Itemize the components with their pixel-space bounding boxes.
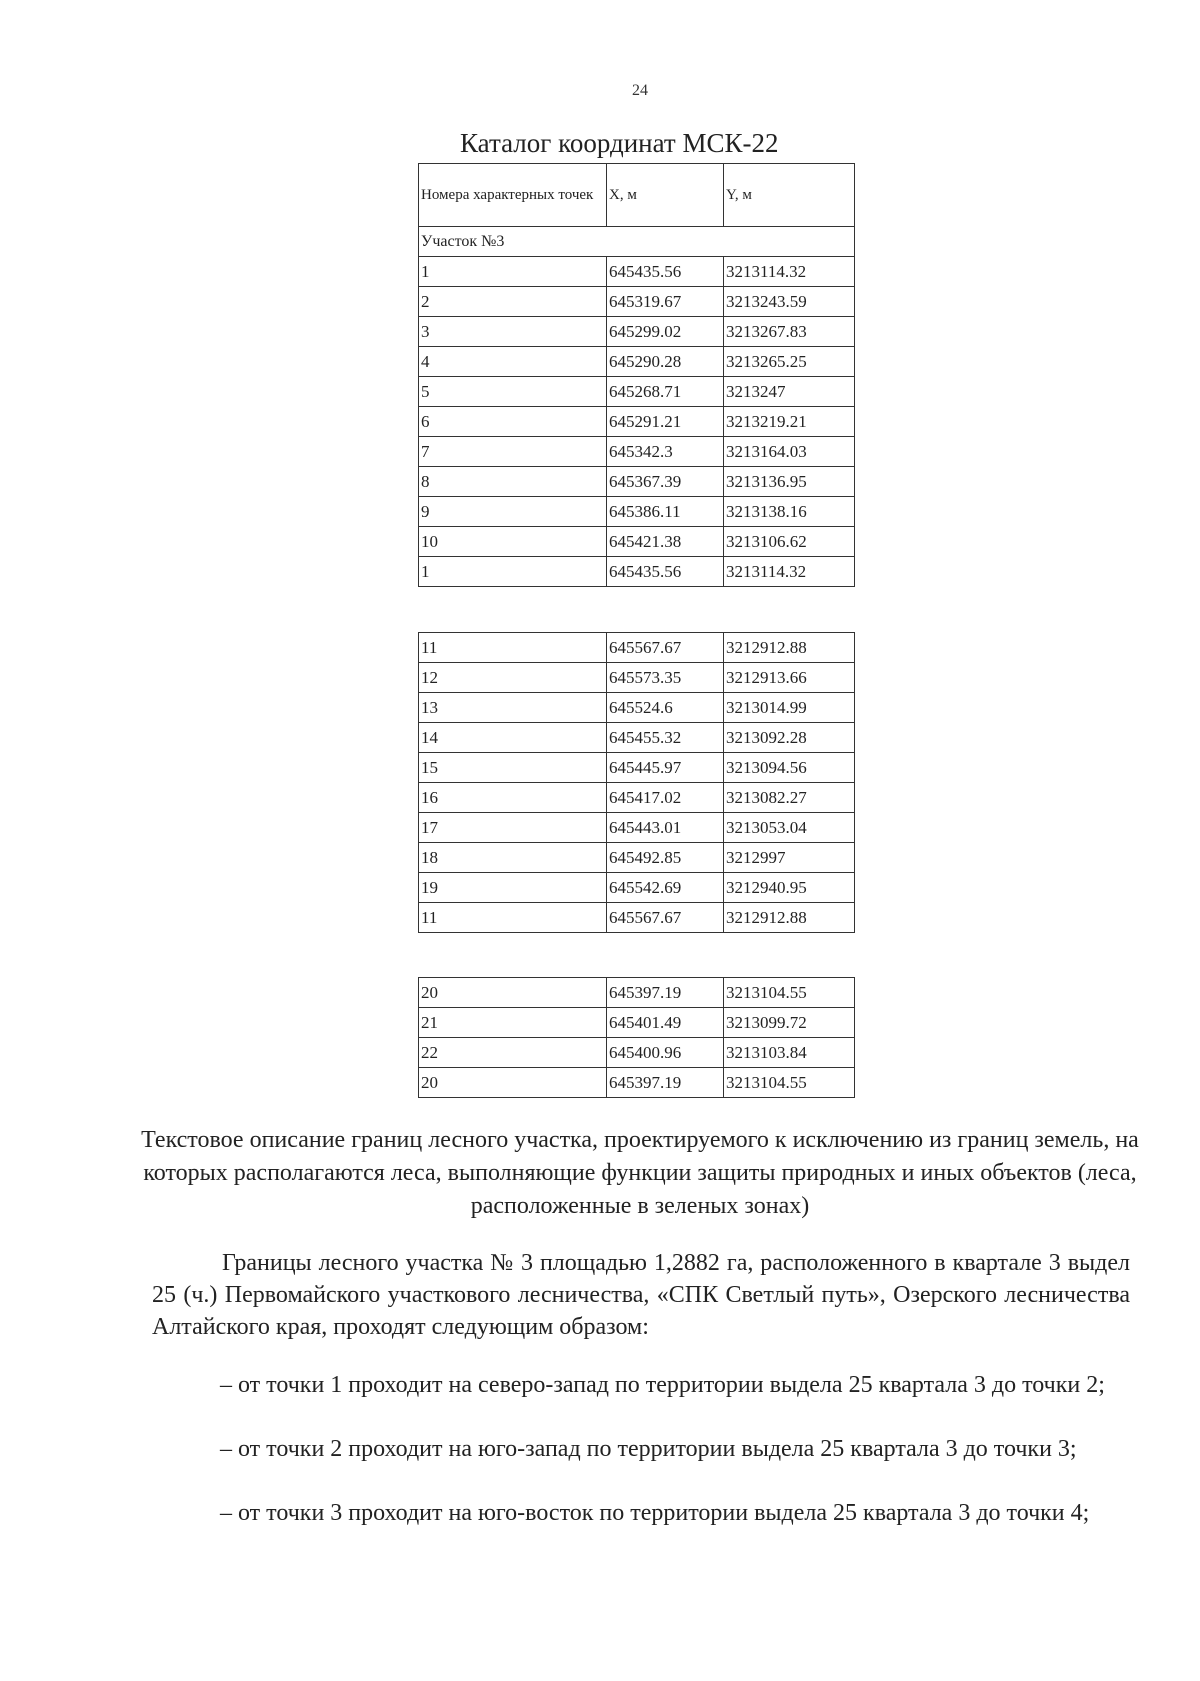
point-number-cell: 1 bbox=[419, 257, 607, 287]
y-coordinate-cell: 3213136.95 bbox=[724, 467, 855, 497]
page-number: 24 bbox=[632, 82, 648, 99]
x-coordinate-cell: 645443.01 bbox=[607, 813, 724, 843]
coordinates-table-1 bbox=[418, 163, 855, 587]
y-coordinate-cell: 3213092.28 bbox=[724, 723, 855, 753]
x-coordinate-cell: 645367.39 bbox=[607, 467, 724, 497]
table-row bbox=[419, 437, 855, 467]
x-coordinate-cell: 645573.35 bbox=[607, 663, 724, 693]
header-y: Y, м bbox=[724, 164, 855, 227]
y-coordinate-cell: 3213164.03 bbox=[724, 437, 855, 467]
y-coordinate-cell: 3213265.25 bbox=[724, 347, 855, 377]
description-heading: Текстовое описание границ лесного участка, проектируемого к исключению из границ земель, на которых располагаются леса, выполняющие функции защиты природных и иных объектов (леса, расположенные в зеленых зонах) bbox=[141, 1127, 1139, 1219]
x-coordinate-cell: 645400.96 bbox=[607, 1038, 724, 1068]
point-number-cell: 18 bbox=[419, 843, 607, 873]
description-paragraph: Границы лесного участка № 3 площадью 1,2882 га, расположенного в квартале 3 выдел 25 (ч.) Первомайского участкового лесничества, «СПК Светлый путь», Озерского лесничества Алтайского края, проходят следующим образом: bbox=[152, 1250, 1130, 1340]
table-row bbox=[419, 1038, 855, 1068]
y-coordinate-cell: 3212913.66 bbox=[724, 663, 855, 693]
section-row bbox=[419, 227, 855, 257]
point-number-cell: 4 bbox=[419, 347, 607, 377]
x-coordinate-cell: 645542.69 bbox=[607, 873, 724, 903]
point-number-cell: 5 bbox=[419, 377, 607, 407]
x-coordinate-cell: 645401.49 bbox=[607, 1008, 724, 1038]
point-number-cell: 13 bbox=[419, 693, 607, 723]
y-coordinate-cell: 3213114.32 bbox=[724, 557, 855, 587]
boundary-step: – от точки 2 проходит на юго-запад по территории выдела 25 квартала 3 до точки 3; bbox=[220, 1436, 1077, 1462]
point-number-cell: 3 bbox=[419, 317, 607, 347]
y-coordinate-cell: 3213138.16 bbox=[724, 497, 855, 527]
y-coordinate-cell: 3213053.04 bbox=[724, 813, 855, 843]
table-row bbox=[419, 813, 855, 843]
point-number-cell: 9 bbox=[419, 497, 607, 527]
table-row bbox=[419, 287, 855, 317]
y-coordinate-cell: 3213082.27 bbox=[724, 783, 855, 813]
y-coordinate-cell: 3213099.72 bbox=[724, 1008, 855, 1038]
table-row bbox=[419, 1008, 855, 1038]
x-coordinate-cell: 645435.56 bbox=[607, 557, 724, 587]
point-number-cell: 7 bbox=[419, 437, 607, 467]
point-number-cell: 17 bbox=[419, 813, 607, 843]
y-coordinate-cell: 3213106.62 bbox=[724, 527, 855, 557]
x-coordinate-cell: 645435.56 bbox=[607, 257, 724, 287]
table-row bbox=[419, 843, 855, 873]
point-number-cell: 12 bbox=[419, 663, 607, 693]
y-coordinate-cell: 3213103.84 bbox=[724, 1038, 855, 1068]
x-coordinate-cell: 645397.19 bbox=[607, 978, 724, 1008]
y-coordinate-cell: 3213094.56 bbox=[724, 753, 855, 783]
x-coordinate-cell: 645291.21 bbox=[607, 407, 724, 437]
x-coordinate-cell: 645397.19 bbox=[607, 1068, 724, 1098]
point-number-cell: 20 bbox=[419, 978, 607, 1008]
point-number-cell: 22 bbox=[419, 1038, 607, 1068]
table-row bbox=[419, 693, 855, 723]
x-coordinate-cell: 645290.28 bbox=[607, 347, 724, 377]
x-coordinate-cell: 645492.85 bbox=[607, 843, 724, 873]
x-coordinate-cell: 645567.67 bbox=[607, 903, 724, 933]
y-coordinate-cell: 3213267.83 bbox=[724, 317, 855, 347]
table-row bbox=[419, 663, 855, 693]
y-coordinate-cell: 3213104.55 bbox=[724, 978, 855, 1008]
y-coordinate-cell: 3212912.88 bbox=[724, 633, 855, 663]
point-number-cell: 6 bbox=[419, 407, 607, 437]
table-row bbox=[419, 497, 855, 527]
table-row bbox=[419, 407, 855, 437]
point-number-cell: 2 bbox=[419, 287, 607, 317]
table-row bbox=[419, 347, 855, 377]
table-row bbox=[419, 257, 855, 287]
point-number-cell: 19 bbox=[419, 873, 607, 903]
point-number-cell: 11 bbox=[419, 633, 607, 663]
x-coordinate-cell: 645445.97 bbox=[607, 753, 724, 783]
y-coordinate-cell: 3212940.95 bbox=[724, 873, 855, 903]
table-row bbox=[419, 527, 855, 557]
y-coordinate-cell: 3213247 bbox=[724, 377, 855, 407]
table-header-row bbox=[419, 164, 855, 227]
y-coordinate-cell: 3213219.21 bbox=[724, 407, 855, 437]
boundary-step: – от точки 3 проходит на юго-восток по территории выдела 25 квартала 3 до точки 4; bbox=[220, 1500, 1090, 1526]
point-number-cell: 16 bbox=[419, 783, 607, 813]
boundary-step: – от точки 1 проходит на северо-запад по территории выдела 25 квартала 3 до точки 2; bbox=[220, 1372, 1105, 1398]
table-row bbox=[419, 633, 855, 663]
point-number-cell: 20 bbox=[419, 1068, 607, 1098]
x-coordinate-cell: 645342.3 bbox=[607, 437, 724, 467]
x-coordinate-cell: 645524.6 bbox=[607, 693, 724, 723]
table-row bbox=[419, 317, 855, 347]
table-row bbox=[419, 1068, 855, 1098]
x-coordinate-cell: 645386.11 bbox=[607, 497, 724, 527]
table-row bbox=[419, 753, 855, 783]
point-number-cell: 10 bbox=[419, 527, 607, 557]
table-row bbox=[419, 377, 855, 407]
catalog-title: Каталог координат МСК-22 bbox=[460, 128, 779, 158]
x-coordinate-cell: 645455.32 bbox=[607, 723, 724, 753]
x-coordinate-cell: 645299.02 bbox=[607, 317, 724, 347]
coordinates-table-2 bbox=[418, 632, 855, 933]
header-point-numbers: Номера характерных точек bbox=[419, 164, 607, 227]
table-row bbox=[419, 783, 855, 813]
x-coordinate-cell: 645319.67 bbox=[607, 287, 724, 317]
y-coordinate-cell: 3212997 bbox=[724, 843, 855, 873]
table-row bbox=[419, 903, 855, 933]
header-x: X, м bbox=[607, 164, 724, 227]
y-coordinate-cell: 3213104.55 bbox=[724, 1068, 855, 1098]
x-coordinate-cell: 645421.38 bbox=[607, 527, 724, 557]
point-number-cell: 14 bbox=[419, 723, 607, 753]
table-row bbox=[419, 723, 855, 753]
y-coordinate-cell: 3213114.32 bbox=[724, 257, 855, 287]
x-coordinate-cell: 645268.71 bbox=[607, 377, 724, 407]
point-number-cell: 8 bbox=[419, 467, 607, 497]
point-number-cell: 21 bbox=[419, 1008, 607, 1038]
y-coordinate-cell: 3212912.88 bbox=[724, 903, 855, 933]
point-number-cell: 11 bbox=[419, 903, 607, 933]
y-coordinate-cell: 3213014.99 bbox=[724, 693, 855, 723]
x-coordinate-cell: 645567.67 bbox=[607, 633, 724, 663]
table-row bbox=[419, 873, 855, 903]
table-row bbox=[419, 467, 855, 497]
x-coordinate-cell: 645417.02 bbox=[607, 783, 724, 813]
section-label: Участок №3 bbox=[419, 227, 855, 257]
table-row bbox=[419, 978, 855, 1008]
y-coordinate-cell: 3213243.59 bbox=[724, 287, 855, 317]
point-number-cell: 1 bbox=[419, 557, 607, 587]
table-row bbox=[419, 557, 855, 587]
point-number-cell: 15 bbox=[419, 753, 607, 783]
coordinates-table-3 bbox=[418, 977, 855, 1098]
